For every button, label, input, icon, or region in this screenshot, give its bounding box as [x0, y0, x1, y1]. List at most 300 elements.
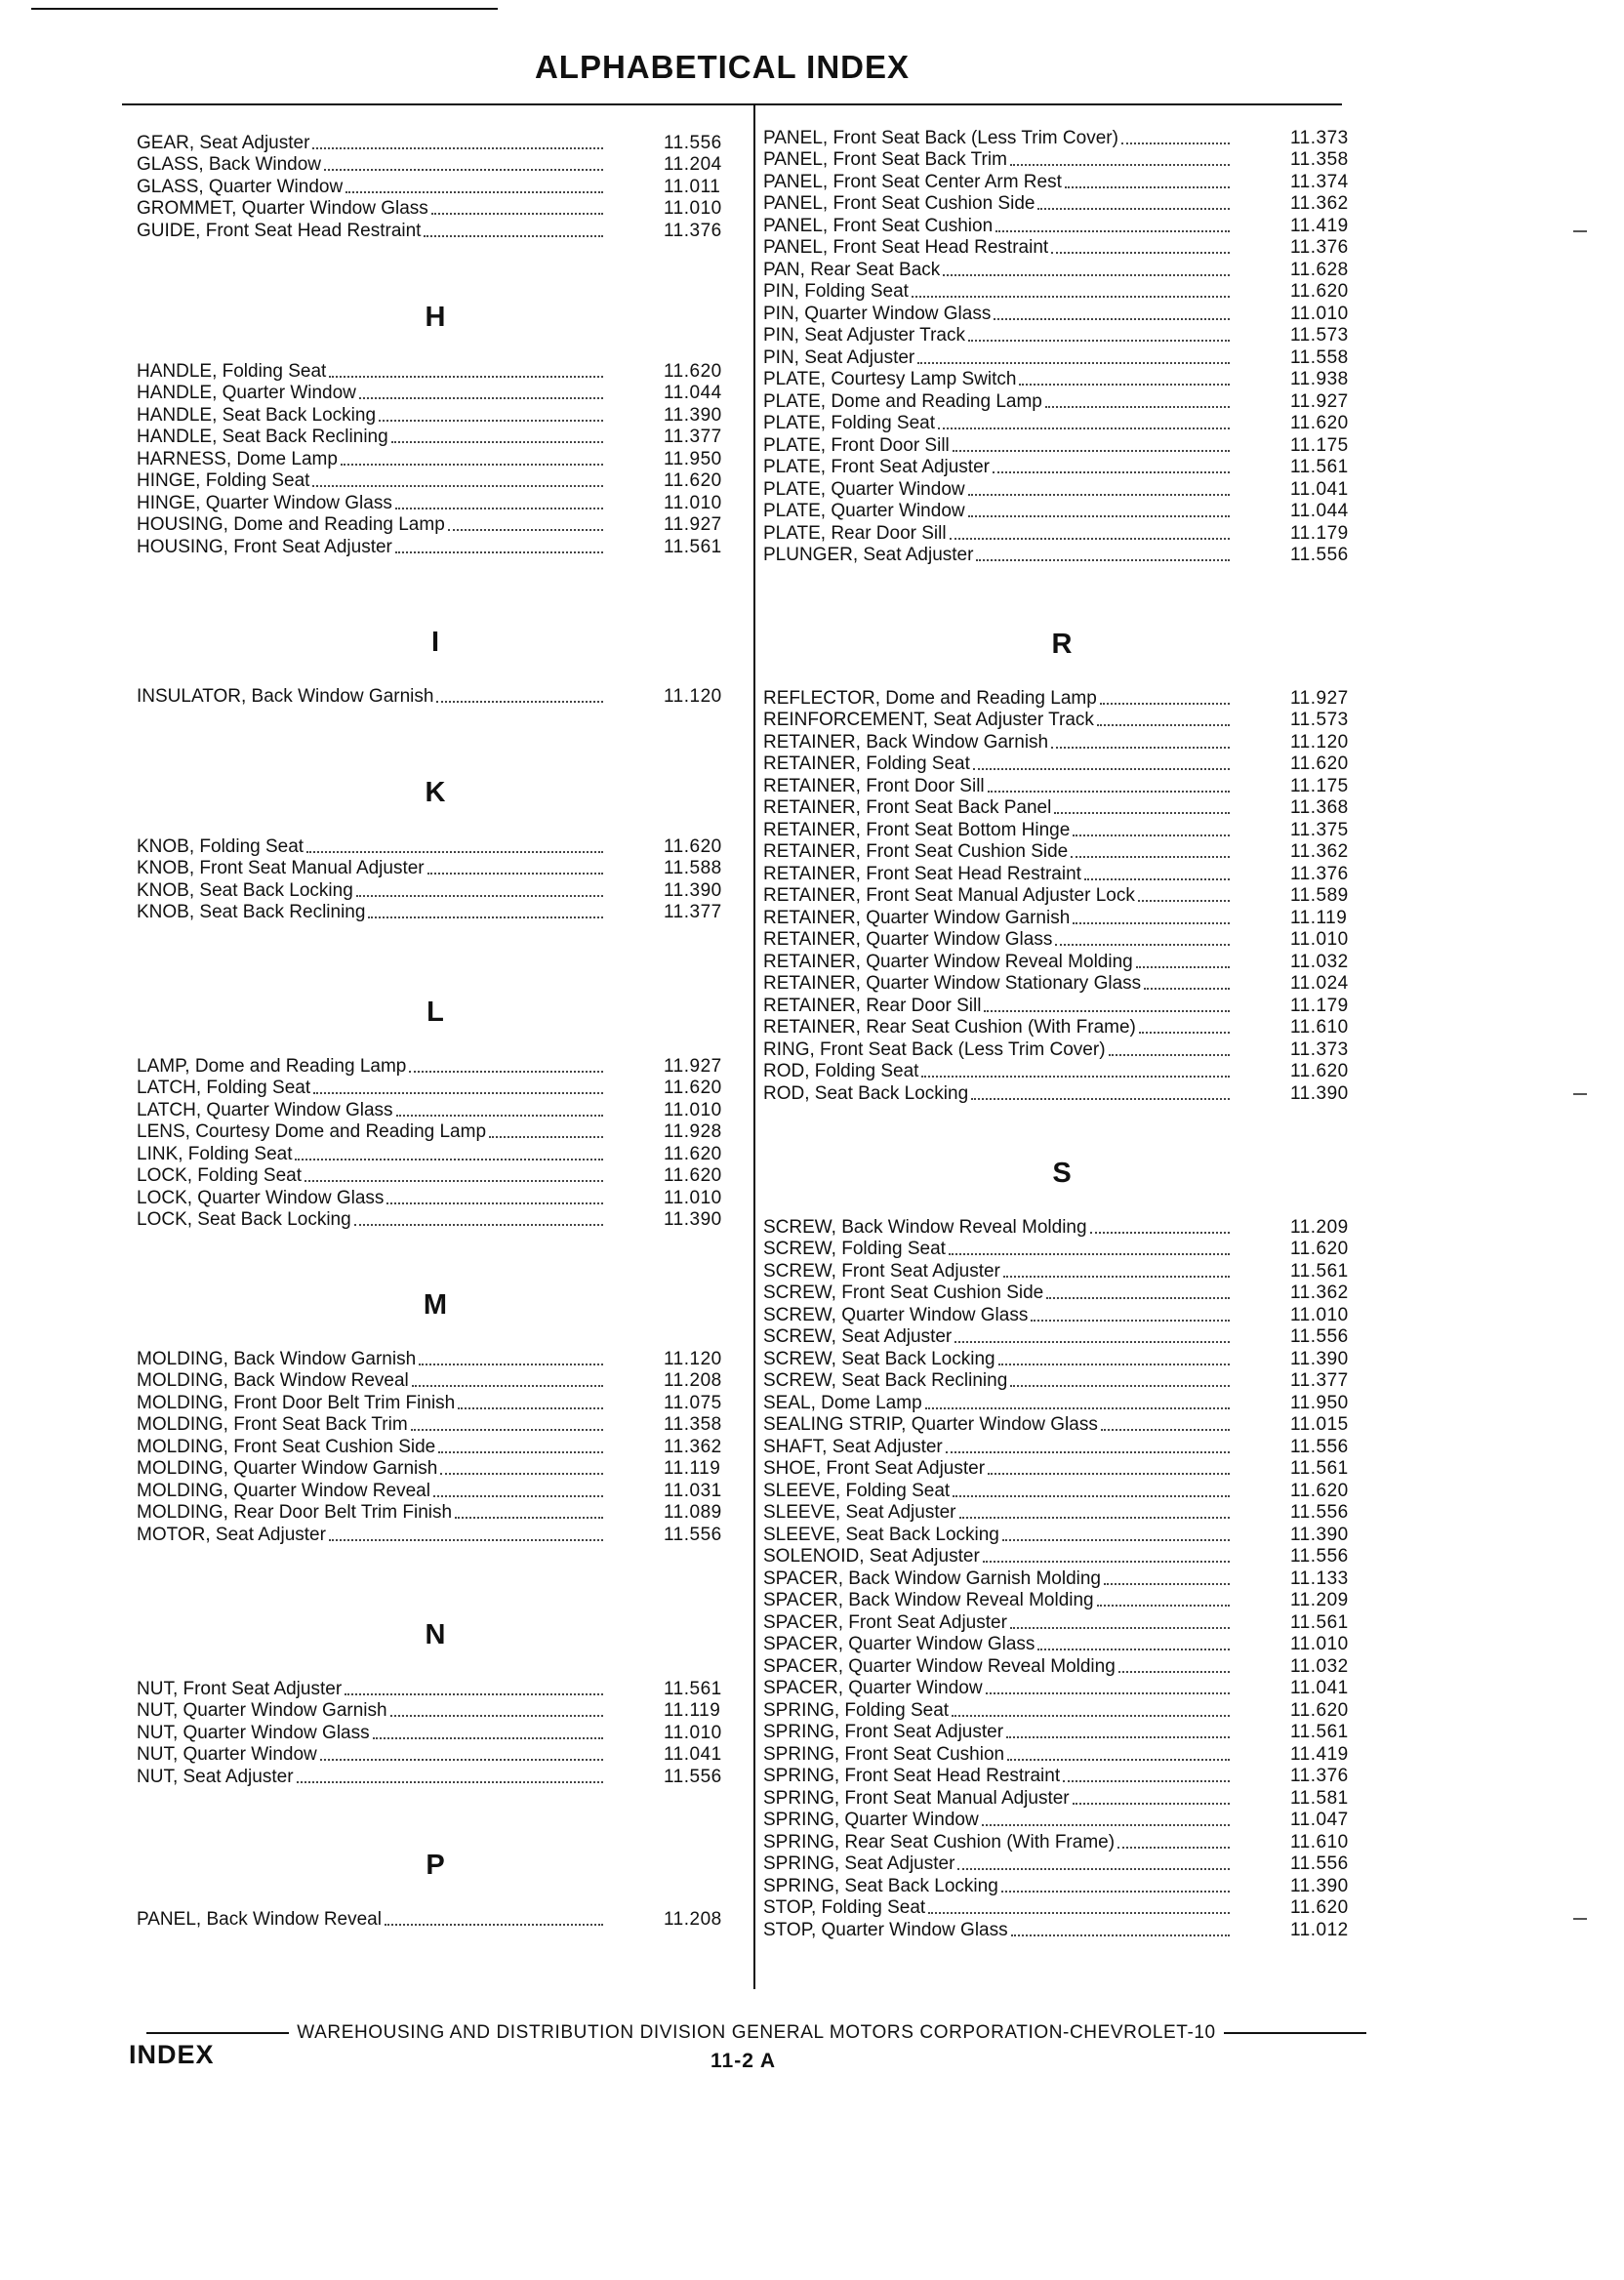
entry-name: REINFORCEMENT, Seat Adjuster Track — [763, 710, 1094, 730]
entry-name: PIN, Seat Adjuster — [763, 346, 915, 368]
entry-name: RETAINER, Folding Seat — [763, 753, 970, 774]
entry-name: LOCK, Seat Back Locking — [137, 1209, 351, 1230]
index-entry — [763, 1831, 1360, 1853]
index-entry — [137, 132, 734, 154]
dot-leader — [1046, 1296, 1230, 1299]
index-entry — [763, 478, 1360, 501]
dot-leader — [1073, 921, 1230, 924]
entry-page-ref: 11.556 — [664, 132, 722, 153]
dot-leader — [938, 427, 1230, 429]
index-entry — [763, 1568, 1360, 1590]
index-entry — [763, 1260, 1360, 1282]
dot-leader — [1097, 723, 1230, 726]
entry-page-ref: 11.010 — [1290, 1304, 1349, 1325]
entry-page-ref: 11.119 — [1290, 907, 1348, 928]
index-entry — [763, 303, 1360, 325]
dot-leader — [983, 1560, 1230, 1563]
entry-page-ref: 11.620 — [1290, 413, 1349, 433]
dot-leader — [312, 484, 603, 487]
entry-page-ref: 11.556 — [1290, 545, 1349, 565]
entry-page-ref: 11.120 — [664, 1348, 722, 1369]
entry-page-ref: 11.556 — [664, 1524, 722, 1545]
entry-page-ref: 11.373 — [1290, 1038, 1349, 1060]
entry-name: PLATE, Quarter Window — [763, 478, 965, 500]
entry-name: GLASS, Back Window — [137, 154, 322, 175]
entry-page-ref: 11.119 — [664, 1700, 721, 1721]
index-entry — [137, 1502, 734, 1525]
entry-name: SLEEVE, Folding Seat — [763, 1480, 951, 1501]
dot-leader — [968, 514, 1230, 517]
index-entry — [763, 951, 1360, 973]
section-letter: K — [425, 777, 446, 808]
entry-name: SHOE, Front Seat Adjuster — [763, 1458, 986, 1479]
index-entry — [137, 1678, 734, 1700]
entry-name: KNOB, Folding Seat — [137, 835, 304, 857]
index-entry — [137, 198, 734, 221]
entry-page-ref: 11.358 — [664, 1414, 722, 1435]
dot-leader — [957, 1867, 1230, 1870]
dot-leader — [1097, 1604, 1230, 1607]
footer-text: WAREHOUSING AND DISTRIBUTION DIVISION GENERAL MOTORS CORPORATION-CHEVROLET-10 — [297, 2022, 1216, 2043]
index-entry — [763, 1897, 1360, 1920]
dot-leader — [295, 1158, 603, 1160]
entry-page-ref: 11.362 — [1290, 1282, 1349, 1303]
entry-name: PAN, Rear Seat Back — [763, 259, 941, 280]
entry-page-ref: 11.175 — [1290, 775, 1349, 796]
index-entry — [763, 797, 1360, 820]
dot-leader — [324, 168, 603, 171]
index-entry — [137, 536, 734, 558]
index-entry — [763, 929, 1360, 952]
dot-leader — [345, 190, 603, 193]
entry-page-ref: 11.208 — [664, 1370, 722, 1391]
dot-leader — [431, 212, 603, 215]
entry-name: SPRING, Folding Seat — [763, 1699, 950, 1721]
dot-leader — [1090, 1231, 1230, 1234]
entry-page-ref: 11.589 — [1290, 885, 1349, 906]
entry-page-ref: 11.556 — [664, 1766, 722, 1787]
dot-leader — [1010, 1626, 1230, 1629]
entry-page-ref: 11.010 — [1290, 929, 1349, 950]
index-entry — [763, 1502, 1360, 1525]
index-entry — [763, 1722, 1360, 1744]
entry-page-ref: 11.561 — [1290, 1611, 1349, 1633]
dot-leader — [1007, 1758, 1230, 1761]
entry-name: MOLDING, Rear Door Belt Trim Finish — [137, 1502, 453, 1523]
entry-page-ref: 11.010 — [664, 198, 722, 219]
entry-page-ref: 11.374 — [1290, 171, 1349, 192]
entry-page-ref: 11.390 — [1290, 1875, 1349, 1896]
entry-name: RETAINER, Rear Door Sill — [763, 995, 982, 1016]
index-entry — [763, 1743, 1360, 1766]
dot-leader — [993, 470, 1230, 473]
dot-leader — [373, 1736, 603, 1739]
entry-name: LENS, Courtesy Dome and Reading Lamp — [137, 1121, 487, 1142]
dot-leader — [427, 872, 603, 875]
entry-name: RETAINER, Quarter Window Reveal Molding — [763, 951, 1133, 972]
entry-page-ref: 11.620 — [664, 470, 722, 491]
entry-page-ref: 11.089 — [664, 1502, 722, 1523]
index-entry — [763, 1634, 1360, 1656]
index-entry — [763, 457, 1360, 479]
index-section — [137, 613, 734, 708]
entry-page-ref: 11.556 — [1290, 1853, 1349, 1874]
dot-leader — [304, 1179, 603, 1182]
entry-page-ref: 11.376 — [1290, 237, 1349, 258]
entry-name: PLUNGER, Seat Adjuster — [763, 545, 974, 565]
entry-name: SCREW, Front Seat Cushion Side — [763, 1282, 1044, 1303]
index-entry — [763, 753, 1360, 776]
index-entry — [763, 346, 1360, 369]
dot-leader — [320, 1758, 603, 1761]
entry-page-ref: 11.556 — [1290, 1502, 1349, 1523]
entry-name: PANEL, Front Seat Back Trim — [763, 149, 1007, 170]
entry-page-ref: 11.561 — [1290, 457, 1349, 477]
entry-page-ref: 11.620 — [1290, 1061, 1349, 1081]
entry-name: RETAINER, Quarter Window Garnish — [763, 907, 1071, 928]
entry-name: NUT, Quarter Window Garnish — [137, 1700, 387, 1721]
dot-leader — [440, 1472, 603, 1475]
scan-edge-mark — [1573, 1918, 1587, 1920]
index-entry — [763, 973, 1360, 996]
index-entry — [137, 427, 734, 449]
index-entry — [137, 448, 734, 470]
dot-leader — [379, 419, 603, 422]
entry-name: INSULATOR, Back Window Garnish — [137, 685, 434, 707]
index-entry — [763, 281, 1360, 304]
index-entry — [137, 470, 734, 493]
index-entry — [763, 193, 1360, 216]
index-entry — [137, 383, 734, 405]
dot-leader — [489, 1135, 603, 1138]
dot-leader — [968, 493, 1230, 496]
entry-page-ref: 11.204 — [664, 154, 722, 175]
entry-page-ref: 11.419 — [1290, 215, 1349, 236]
entry-page-ref: 11.390 — [1290, 1348, 1349, 1369]
entry-page-ref: 11.133 — [1290, 1568, 1349, 1589]
entry-name: PANEL, Front Seat Back (Less Trim Cover) — [763, 127, 1118, 148]
entry-name: GROMMET, Quarter Window Glass — [137, 198, 428, 219]
entry-name: GUIDE, Front Seat Head Restraint — [137, 220, 422, 241]
entry-page-ref: 11.561 — [664, 536, 722, 557]
entry-page-ref: 11.376 — [1290, 863, 1349, 884]
index-entry — [763, 1590, 1360, 1612]
dot-leader — [1101, 1428, 1230, 1431]
entry-name: GEAR, Seat Adjuster — [137, 132, 310, 153]
dot-leader — [448, 528, 603, 531]
entry-name: SPACER, Quarter Window Reveal Molding — [763, 1655, 1116, 1677]
entry-name: LINK, Folding Seat — [137, 1143, 293, 1164]
index-entry — [763, 259, 1360, 281]
entry-page-ref: 11.041 — [1290, 478, 1349, 500]
dot-leader — [1084, 877, 1230, 880]
section-letter: R — [1051, 629, 1073, 660]
entry-page-ref: 11.390 — [1290, 1524, 1349, 1545]
entry-page-ref: 11.620 — [664, 1078, 722, 1098]
entry-page-ref: 11.620 — [1290, 1897, 1349, 1918]
index-entry — [137, 835, 734, 858]
dot-leader — [912, 295, 1230, 298]
entry-page-ref: 11.556 — [1290, 1436, 1349, 1457]
index-entry — [137, 685, 734, 708]
index-entry — [763, 1611, 1360, 1634]
entry-name: PANEL, Front Seat Center Arm Rest — [763, 171, 1062, 192]
entry-name: NUT, Quarter Window Glass — [137, 1722, 370, 1743]
entry-name: NUT, Front Seat Adjuster — [137, 1678, 343, 1699]
entry-name: PLATE, Dome and Reading Lamp — [763, 390, 1042, 412]
entry-name: SPRING, Front Seat Cushion — [763, 1743, 1005, 1765]
entry-name: KNOB, Seat Back Locking — [137, 879, 353, 901]
dot-leader — [976, 558, 1230, 561]
entry-name: PIN, Quarter Window Glass — [763, 303, 992, 324]
dot-leader — [1104, 1582, 1230, 1585]
dot-leader — [424, 234, 603, 237]
section-letter: P — [426, 1850, 445, 1881]
index-entry — [763, 1326, 1360, 1349]
index-entry — [763, 1370, 1360, 1393]
entry-name: SLEEVE, Seat Adjuster — [763, 1502, 956, 1523]
dot-leader — [1055, 943, 1230, 946]
entry-name: HANDLE, Folding Seat — [137, 360, 327, 382]
index-entry — [763, 863, 1360, 885]
section-letter: L — [426, 997, 444, 1028]
entry-page-ref: 11.620 — [664, 835, 722, 857]
entry-name: MOTOR, Seat Adjuster — [137, 1524, 326, 1545]
index-entry — [763, 501, 1360, 523]
index-entry — [137, 1908, 734, 1931]
entry-page-ref: 11.375 — [1290, 819, 1349, 840]
entry-name: STOP, Folding Seat — [763, 1897, 926, 1918]
footer-rule-left — [146, 2032, 289, 2034]
dot-leader — [982, 1823, 1230, 1826]
section-letter: M — [423, 1289, 448, 1321]
entry-name: HINGE, Quarter Window Glass — [137, 492, 392, 513]
dot-leader — [329, 375, 603, 378]
entry-name: PLATE, Rear Door Sill — [763, 522, 947, 544]
index-entry — [137, 879, 734, 902]
dot-leader — [994, 317, 1230, 320]
dot-leader — [306, 850, 603, 853]
index-entry — [137, 1436, 734, 1458]
index-section — [763, 615, 1360, 1105]
dot-leader — [954, 1340, 1230, 1343]
index-entry — [137, 1744, 734, 1767]
entry-page-ref: 11.015 — [1290, 1414, 1349, 1435]
index-entry — [763, 819, 1360, 841]
entry-page-ref: 11.377 — [1290, 1370, 1349, 1391]
index-entry — [763, 1766, 1360, 1788]
entry-name: RETAINER, Front Door Sill — [763, 775, 985, 796]
dot-leader — [921, 1075, 1230, 1078]
entry-name: SPRING, Quarter Window — [763, 1810, 979, 1830]
page-number: 11-2 A — [710, 2050, 777, 2072]
entry-name: SPRING, Seat Back Locking — [763, 1875, 998, 1896]
dot-leader — [1037, 207, 1230, 210]
entry-page-ref: 11.558 — [1290, 346, 1349, 368]
entry-name: SPRING, Front Seat Adjuster — [763, 1722, 1004, 1742]
entry-name: HARNESS, Dome Lamp — [137, 448, 338, 469]
entry-name: MOLDING, Back Window Garnish — [137, 1348, 417, 1369]
entry-page-ref: 11.032 — [1290, 951, 1349, 972]
index-entry — [137, 1392, 734, 1414]
entry-page-ref: 11.208 — [664, 1908, 722, 1930]
entry-name: SPRING, Front Seat Head Restraint — [763, 1766, 1061, 1786]
index-entry — [137, 1187, 734, 1209]
entry-name: NUT, Quarter Window — [137, 1744, 317, 1765]
entry-name: MOLDING, Back Window Reveal — [137, 1370, 409, 1391]
index-entry — [763, 237, 1360, 260]
index-entry — [763, 885, 1360, 908]
entry-page-ref: 11.390 — [1290, 1082, 1349, 1104]
entry-page-ref: 11.377 — [664, 427, 722, 447]
entry-page-ref: 11.044 — [1290, 501, 1349, 521]
entry-name: MOLDING, Front Seat Back Trim — [137, 1414, 408, 1435]
scan-edge-mark — [1573, 230, 1587, 232]
dot-leader — [953, 449, 1230, 452]
dot-leader — [312, 146, 603, 149]
index-entry — [763, 841, 1360, 864]
index-entry — [137, 1121, 734, 1144]
index-entry — [763, 434, 1360, 457]
index-entry — [763, 1216, 1360, 1239]
dot-leader — [1138, 899, 1230, 902]
index-entry — [137, 360, 734, 383]
index-entry — [763, 1875, 1360, 1897]
index-entry — [137, 1700, 734, 1723]
entry-page-ref: 11.120 — [1290, 731, 1349, 753]
index-entry — [763, 1524, 1360, 1546]
entry-name: SCREW, Quarter Window Glass — [763, 1304, 1029, 1325]
index-entry — [763, 1348, 1360, 1370]
dot-leader — [455, 1516, 603, 1519]
entry-name: MOLDING, Front Door Belt Trim Finish — [137, 1392, 456, 1413]
entry-name: STOP, Quarter Window Glass — [763, 1919, 1008, 1940]
page-title: ALPHABETICAL INDEX — [534, 49, 911, 85]
entry-name: SPRING, Seat Adjuster — [763, 1853, 955, 1874]
dot-leader — [345, 1692, 603, 1695]
dot-leader — [1071, 855, 1230, 858]
entry-page-ref: 11.010 — [664, 1187, 722, 1208]
entry-page-ref: 11.556 — [1290, 1546, 1349, 1567]
entry-page-ref: 11.628 — [1290, 259, 1349, 280]
dot-leader — [409, 1070, 603, 1073]
index-entry — [137, 902, 734, 924]
dot-leader — [946, 1450, 1230, 1453]
entry-page-ref: 11.390 — [664, 404, 722, 426]
index-entry — [763, 522, 1360, 545]
index-entry — [137, 1722, 734, 1744]
dot-leader — [1118, 1670, 1230, 1673]
dot-leader — [973, 767, 1230, 770]
index-entry — [763, 390, 1360, 413]
index-entry — [137, 220, 734, 242]
index-entry — [763, 1787, 1360, 1810]
entry-page-ref: 11.373 — [1290, 127, 1349, 148]
entry-name: MOLDING, Quarter Window Garnish — [137, 1458, 438, 1479]
index-entry — [137, 154, 734, 177]
section-letter: H — [425, 302, 446, 333]
dot-leader — [1109, 1053, 1230, 1056]
dot-leader — [395, 550, 603, 553]
entry-page-ref: 11.620 — [1290, 753, 1349, 774]
dot-leader — [385, 1923, 603, 1926]
dot-leader — [968, 339, 1230, 342]
entry-name: PLATE, Front Door Sill — [763, 434, 950, 456]
column-divider — [753, 105, 755, 1989]
index-section — [137, 1606, 734, 1788]
entry-page-ref: 11.376 — [1290, 1766, 1349, 1786]
index-entry — [763, 1304, 1360, 1326]
dot-leader — [953, 1494, 1230, 1497]
dot-leader — [986, 1691, 1230, 1694]
entry-name: KNOB, Seat Back Reclining — [137, 902, 366, 922]
entry-page-ref: 11.179 — [1290, 522, 1349, 544]
dot-leader — [1051, 251, 1230, 254]
index-entry — [137, 1078, 734, 1100]
index-entry — [137, 1165, 734, 1188]
dot-leader — [458, 1406, 603, 1409]
index-section — [137, 763, 734, 923]
entry-name: LOCK, Quarter Window Glass — [137, 1187, 385, 1208]
dot-leader — [1045, 405, 1230, 408]
entry-name: SCREW, Folding Seat — [763, 1239, 946, 1259]
index-section — [137, 288, 734, 558]
entry-name: LATCH, Quarter Window Glass — [137, 1099, 393, 1120]
index-section — [763, 1144, 1360, 1941]
footer-rule-right — [1224, 2032, 1366, 2034]
entry-name: PLATE, Folding Seat — [763, 413, 936, 433]
index-entry — [763, 171, 1360, 193]
index-entry — [763, 1392, 1360, 1414]
entry-name: SPRING, Rear Seat Cushion (With Frame) — [763, 1831, 1116, 1852]
index-entry — [763, 1239, 1360, 1261]
index-entry — [763, 1853, 1360, 1876]
entry-name: SCREW, Seat Back Locking — [763, 1348, 995, 1369]
entry-page-ref: 11.556 — [1290, 1326, 1349, 1347]
dot-leader — [1054, 811, 1230, 814]
index-entry — [763, 1082, 1360, 1105]
entry-page-ref: 11.620 — [1290, 1699, 1349, 1721]
index-entry — [137, 1348, 734, 1370]
entry-name: RETAINER, Front Seat Head Restraint — [763, 863, 1081, 884]
section-letter: S — [1052, 1158, 1072, 1189]
dot-leader — [1002, 1538, 1230, 1541]
entry-page-ref: 11.620 — [1290, 281, 1349, 302]
scan-edge-mark — [1573, 1093, 1587, 1095]
entry-page-ref: 11.010 — [664, 1099, 722, 1120]
entry-page-ref: 11.010 — [1290, 1634, 1349, 1654]
index-entry — [763, 1919, 1360, 1941]
dot-leader — [438, 1450, 603, 1453]
index-entry — [137, 514, 734, 537]
dot-leader — [419, 1363, 603, 1365]
entry-page-ref: 11.179 — [1290, 995, 1349, 1016]
index-section — [137, 132, 734, 242]
index-entry — [137, 858, 734, 880]
dot-leader — [368, 916, 603, 918]
index-entry — [137, 1480, 734, 1502]
entry-name: KNOB, Front Seat Manual Adjuster — [137, 858, 425, 878]
entry-name: SCREW, Seat Adjuster — [763, 1326, 953, 1347]
entry-name: LATCH, Folding Seat — [137, 1078, 311, 1098]
dot-leader — [1010, 1384, 1230, 1387]
entry-page-ref: 11.376 — [664, 220, 722, 241]
index-entry — [763, 325, 1360, 347]
index-entry — [763, 687, 1360, 710]
dot-leader — [1063, 1779, 1230, 1782]
entry-page-ref: 11.358 — [1290, 149, 1349, 170]
index-entry — [763, 127, 1360, 149]
